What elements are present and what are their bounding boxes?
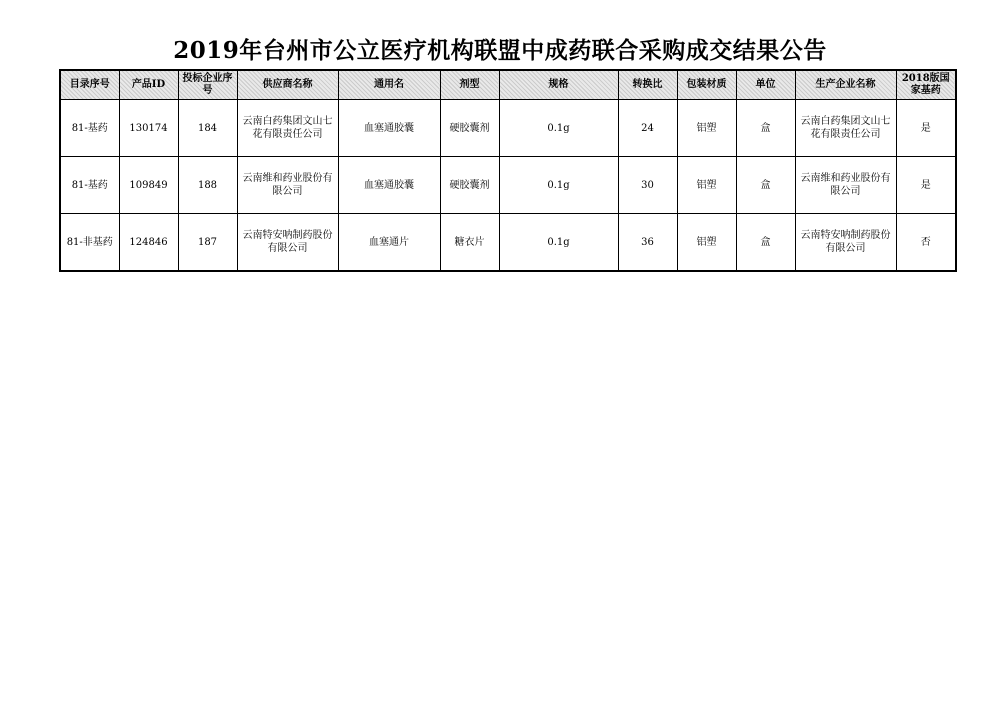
- cell-unit: 盒: [736, 214, 795, 272]
- cell-generic-name: 血塞通胶囊: [338, 157, 440, 214]
- cell-generic-name: 血塞通片: [338, 214, 440, 272]
- header-essential-drug: 2018版国家基药: [896, 70, 956, 100]
- header-unit: 单位: [736, 70, 795, 100]
- header-catalog-no: 目录序号: [60, 70, 119, 100]
- cell-specification: 0.1g: [499, 214, 618, 272]
- cell-packaging: 铝塑: [677, 157, 736, 214]
- table-row: [60, 214, 956, 272]
- cell-essential-drug: 否: [896, 214, 956, 272]
- cell-bidder-no: 188: [178, 157, 237, 214]
- cell-bidder-no: 187: [178, 214, 237, 272]
- cell-supplier: 云南特安呐制药股份有限公司: [237, 214, 338, 272]
- cell-dosage-form: 硬胶囊剂: [440, 100, 499, 157]
- cell-product-id: 109849: [119, 157, 178, 214]
- cell-conversion-ratio: 30: [618, 157, 677, 214]
- cell-supplier: 云南维和药业股份有限公司: [237, 157, 338, 214]
- cell-product-id: 130174: [119, 100, 178, 157]
- header-bidder-no: 投标企业序号: [178, 70, 237, 100]
- cell-specification: 0.1g: [499, 157, 618, 214]
- cell-supplier: 云南白药集团文山七花有限责任公司: [237, 100, 338, 157]
- page-title: 2019年台州市公立医疗机构联盟中成药联合采购成交结果公告: [173, 37, 827, 64]
- cell-product-id: 124846: [119, 214, 178, 272]
- header-generic-name: 通用名: [338, 70, 440, 100]
- header-conversion-ratio: 转换比: [618, 70, 677, 100]
- cell-catalog-no: 81-基药: [60, 100, 119, 157]
- header-packaging: 包装材质: [677, 70, 736, 100]
- cell-unit: 盒: [736, 157, 795, 214]
- cell-essential-drug: 是: [896, 157, 956, 214]
- cell-manufacturer: 云南维和药业股份有限公司: [795, 157, 896, 214]
- cell-conversion-ratio: 36: [618, 214, 677, 272]
- cell-specification: 0.1g: [499, 100, 618, 157]
- cell-dosage-form: 硬胶囊剂: [440, 157, 499, 214]
- header-supplier: 供应商名称: [237, 70, 338, 100]
- cell-conversion-ratio: 24: [618, 100, 677, 157]
- cell-catalog-no: 81-非基药: [60, 214, 119, 272]
- cell-unit: 盒: [736, 100, 795, 157]
- header-dosage-form: 剂型: [440, 70, 499, 100]
- cell-catalog-no: 81-基药: [60, 157, 119, 214]
- cell-generic-name: 血塞通胶囊: [338, 100, 440, 157]
- header-specification: 规格: [499, 70, 618, 100]
- cell-dosage-form: 糖衣片: [440, 214, 499, 272]
- cell-manufacturer: 云南白药集团文山七花有限责任公司: [795, 100, 896, 157]
- header-product-id: 产品ID: [119, 70, 178, 100]
- table-header-row: [60, 70, 956, 100]
- procurement-result-table: [59, 69, 957, 272]
- cell-packaging: 铝塑: [677, 214, 736, 272]
- cell-packaging: 铝塑: [677, 100, 736, 157]
- cell-bidder-no: 184: [178, 100, 237, 157]
- cell-manufacturer: 云南特安呐制药股份有限公司: [795, 214, 896, 272]
- cell-essential-drug: 是: [896, 100, 956, 157]
- table-row: [60, 157, 956, 214]
- table-row: [60, 100, 956, 157]
- header-manufacturer: 生产企业名称: [795, 70, 896, 100]
